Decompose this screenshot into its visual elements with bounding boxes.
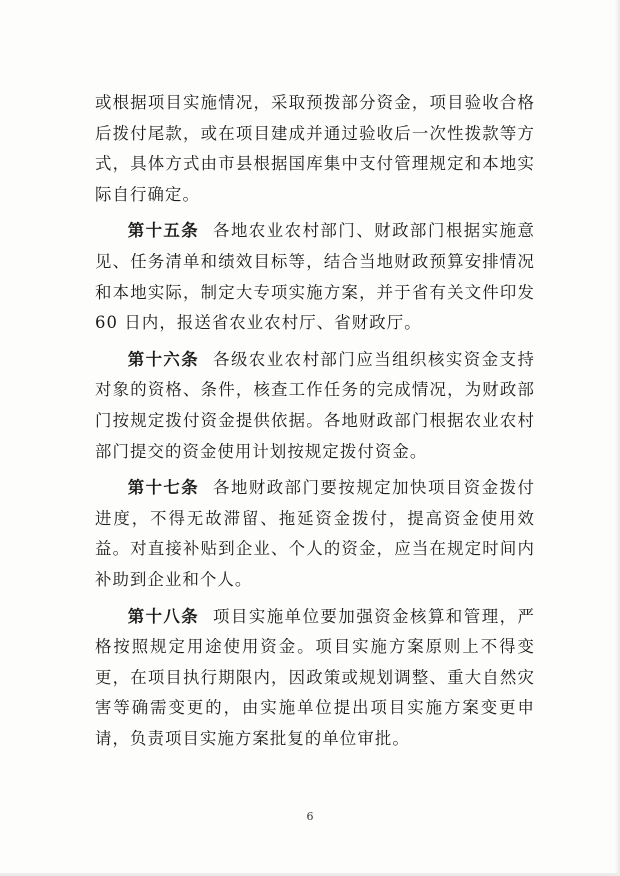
article-number: 第十五条	[127, 221, 200, 241]
document-body	[95, 88, 535, 754]
article-text: 各地农业农村部门、财政部门根据实施意见、任务清单和绩效目标等，结合当地财政预算安排情况和本地实际，制定大专项实施方案，并于省有关文件印发 60 日内，报送省农业农村厅、省财政厅。	[95, 221, 535, 333]
article-number: 第十七条	[127, 478, 200, 498]
article-15	[95, 216, 535, 338]
article-number: 第十六条	[127, 349, 200, 369]
article-number: 第十八条	[127, 606, 200, 626]
article-text: 项目实施单位要加强资金核算和管理，严格按照规定用途使用资金。项目实施方案原则上不得变更，在项目执行期限内，因政策或规划调整、重大自然灾害等确需变更的，由实施单位提出项目实施方案变更申请，负责项目实施方案批复的单位审批。	[95, 606, 535, 748]
article-16	[95, 345, 535, 467]
continuation-paragraph: 或根据项目实施情况，采取预拨部分资金，项目验收合格后拨付尾款，或在项目建成并通过验收后一次性拨款等方式，具体方式由市县根据国库集中支付管理规定和本地实际自行确定。	[95, 93, 535, 204]
article-18	[95, 602, 535, 755]
article-17	[95, 473, 535, 595]
article-text: 各级农业农村部门应当组织核实资金支持对象的资格、条件，核查工作任务的完成情况，为财政部门按规定拨付资金提供依据。各地财政部门根据农业农村部门提交的资金使用计划按规定拨付资金。	[95, 349, 535, 461]
article-text: 各地财政部门要按规定加快项目资金拨付进度，不得无故滞留、拖延资金拨付，提高资金使用效益。对直接补贴到企业、个人的资金，应当在规定时间内补助到企业和个人。	[95, 478, 535, 589]
page-number: 6	[306, 810, 314, 823]
page-edge-shadow	[614, 0, 620, 876]
